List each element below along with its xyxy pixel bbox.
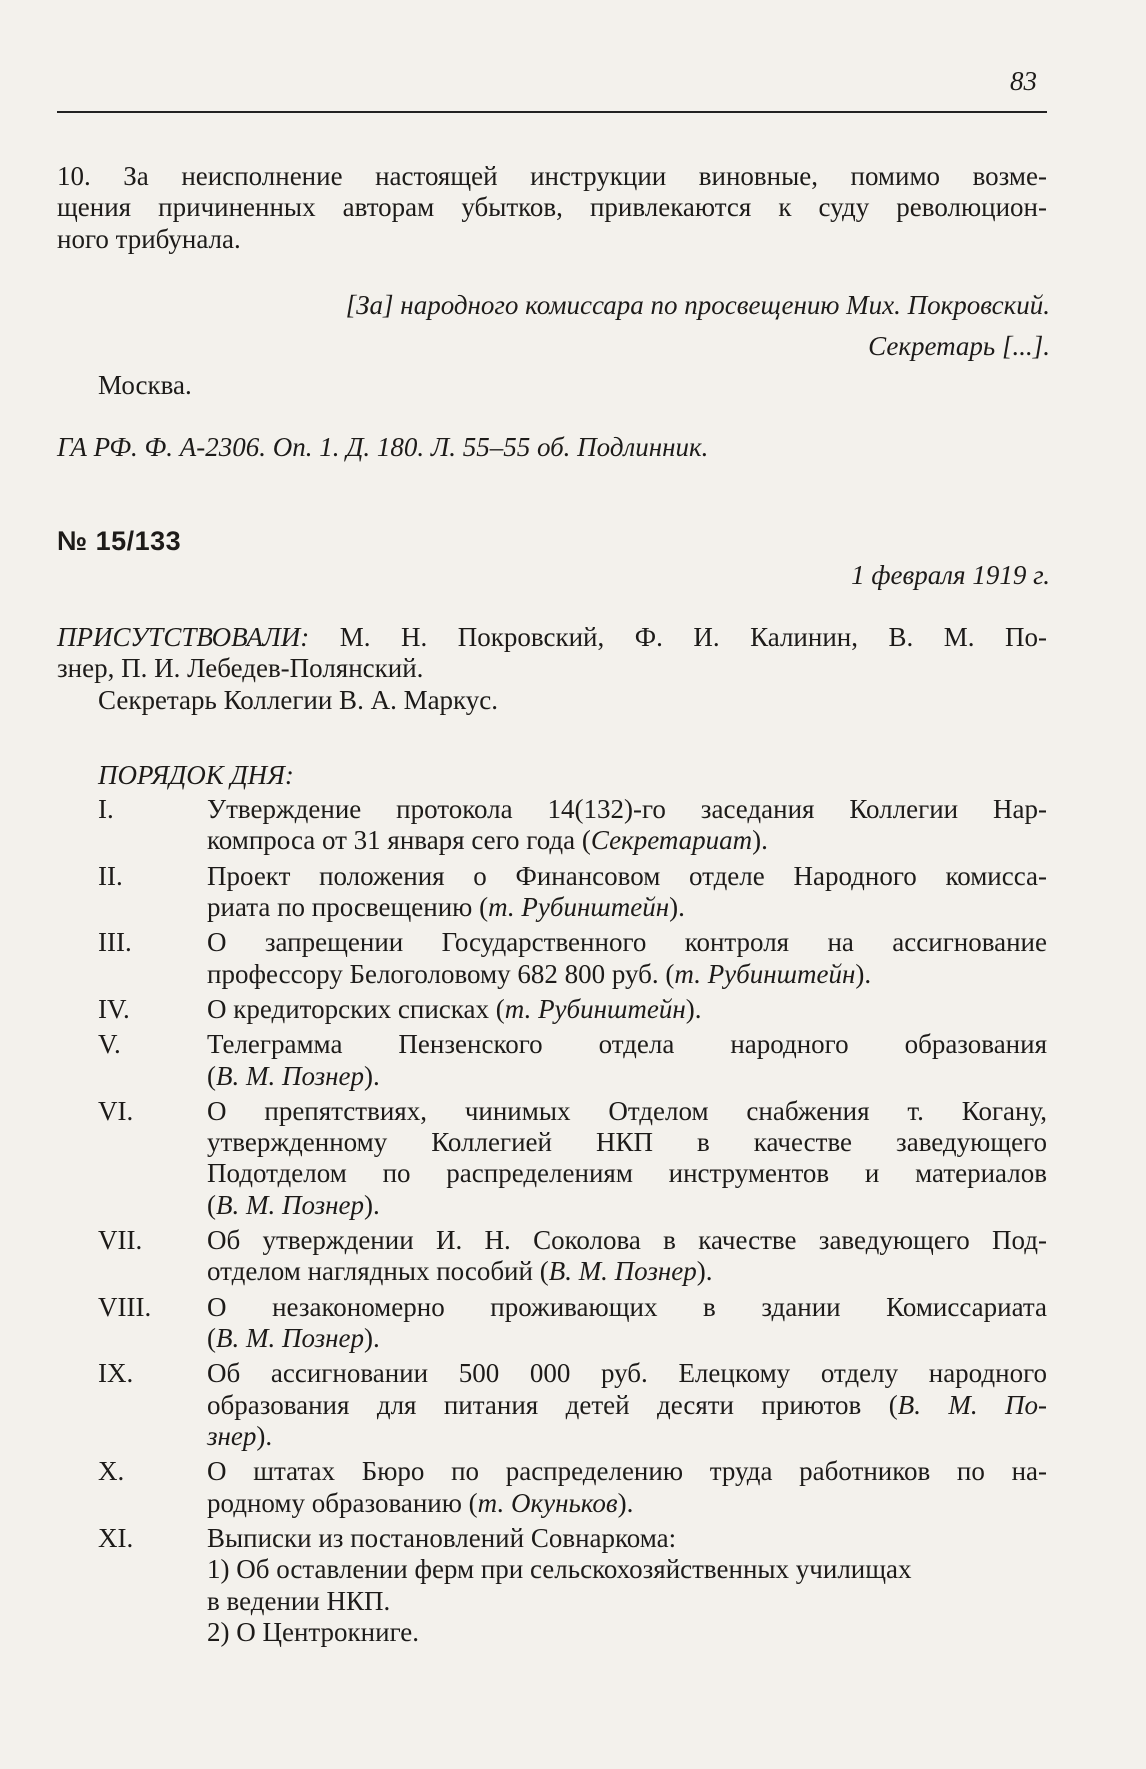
agenda-item-number: VIII. <box>98 1291 152 1322</box>
agenda-item-number: III. <box>98 927 132 958</box>
agenda-item: III. О запрещении Государственного контроля на ассигнование профессору Белоголовому 682 800 руб. (т. Рубинштейн). <box>98 927 1047 989</box>
paragraph-line: ного трибунала. <box>57 223 241 254</box>
agenda-item: X. О штатах Бюро по распределению труда работников по на- родному образованию (т. Окуньков). <box>98 1456 1047 1518</box>
agenda-item: II. Проект положения о Финансовом отделе Народного комисса- риата по просвещению (т. Рубинштейн). <box>98 860 1047 922</box>
header-rule <box>57 111 1047 113</box>
agenda-item: VIII. О незакономерно проживающих в здании Комиссариата (В. М. Познер). <box>98 1291 1047 1353</box>
agenda-item-number: I. <box>98 794 114 824</box>
attendees-label: ПРИСУТСТВОВАЛИ: <box>57 622 310 652</box>
attendees-line: знер, П. И. Лебедев-Полянский. <box>57 653 424 684</box>
agenda-item-number: IX. <box>98 1358 134 1389</box>
paragraph-line: 10. За неисполнение настоящей инструкции виновные, помимо возме- <box>57 161 1047 191</box>
city: Москва. <box>98 370 192 400</box>
instruction-paragraph <box>57 161 1047 255</box>
agenda-item: XI. Выписки из постановлений Совнаркома: 1) Об оставлении ферм при сельскохозяйственных училищах в ведении НКП. 2) О Центрокниге. <box>98 1522 912 1647</box>
archive-source: ГА РФ. Ф. А-2306. Оп. 1. Д. 180. Л. 55–55 об. Подлинник. <box>57 432 709 462</box>
document-number: № 15/133 <box>57 526 182 556</box>
attendees-line: ПРИСУТСТВОВАЛИ: М. Н. Покровский, Ф. И. Калинин, В. М. По- <box>57 622 1047 652</box>
agenda-item-number: X. <box>98 1456 125 1487</box>
signature-commissar: [За] народного комиссара по просвещению Мих. Покровский. <box>345 290 1050 320</box>
agenda-item: IX. Об ассигновании 500 000 руб. Елецкому отделу народного образования для питания детей десяти приютов (В. М. По- знер). <box>98 1358 1047 1451</box>
agenda-item-number: VII. <box>98 1225 143 1256</box>
agenda-item-number: VI. <box>98 1095 134 1126</box>
page-number: 83 <box>1010 66 1037 96</box>
agenda-item-number: II. <box>98 860 123 891</box>
agenda-heading: ПОРЯДОК ДНЯ: <box>98 760 294 790</box>
paragraph-line: щения причиненных авторам убытков, привлекаются к суду революцион- <box>57 192 1047 223</box>
agenda-item: IV. О кредиторских списках (т. Рубинштейн). <box>98 993 702 1024</box>
agenda-item-number: IV. <box>98 993 130 1024</box>
document-date: 1 февраля 1919 г. <box>851 560 1050 590</box>
signature-secretary: Секретарь [...]. <box>868 331 1050 361</box>
agenda-item-number: XI. <box>98 1522 134 1553</box>
agenda-list <box>0 794 1146 1652</box>
agenda-item: I. Утверждение протокола 14(132)-го заседания Коллегии Нар- компроса от 31 января сего года (Секретариат). <box>98 794 1047 856</box>
agenda-item: V. Телеграмма Пензенского отдела народного образования (В. М. Познер). <box>98 1029 1047 1091</box>
agenda-item: VI. О препятствиях, чинимых Отделом снабжения т. Когану, утвержденному Коллегией НКП в качестве заведующего Подотделом по распределениям инструментов и материалов (В. М. Познер). <box>98 1095 1047 1220</box>
secretary-line: Секретарь Коллегии В. А. Маркус. <box>98 684 499 715</box>
agenda-item: VII. Об утверждении И. Н. Соколова в качестве заведующего Под- отделом наглядных пособий (В. М. Познер). <box>98 1225 1047 1287</box>
agenda-item-number: V. <box>98 1029 121 1060</box>
attendees <box>57 622 1047 716</box>
